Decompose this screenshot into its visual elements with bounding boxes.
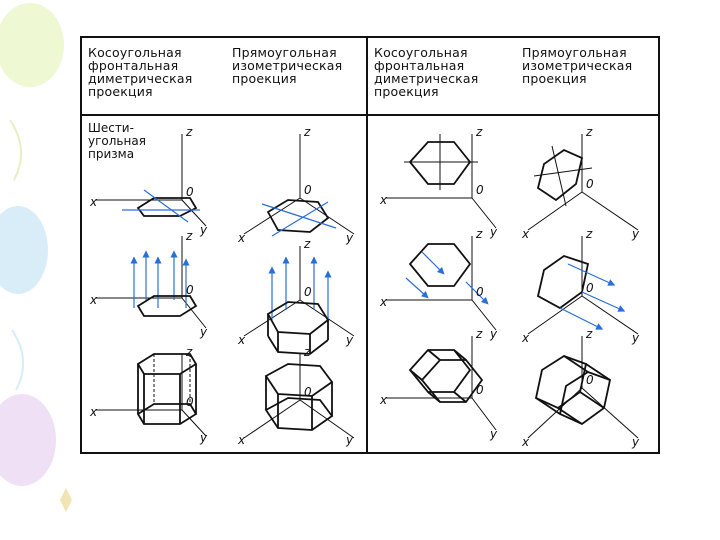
header-isometric-2: Прямоугольная изометрическая проекция [522,45,633,86]
axis-label-origin: 0 [186,185,194,199]
axis-label-x: x [380,193,388,207]
axis-label-z: z [186,125,193,139]
axis-label-z: z [586,125,593,139]
axis-label-z: z [586,327,593,341]
axis-label-origin: 0 [304,385,312,399]
row-label-hexagonal-prism: Шести- угольная призма [88,121,146,161]
projection-drawings [82,38,658,452]
prism-isometric-solid [266,364,332,430]
axis-label-x: x [380,295,388,309]
axes-col3-row2 [386,236,496,330]
axis-label-origin: 0 [586,373,594,387]
axes-col3-row1 [386,134,496,228]
axis-label-y: y [490,225,498,239]
axes-col2-row2 [244,246,354,336]
axes-col4-row1 [528,134,638,230]
axis-label-y: y [200,325,208,339]
axis-label-y: y [490,427,498,441]
axis-label-y: y [346,433,354,447]
axis-label-z: z [304,125,311,139]
axis-label-z: z [186,229,193,243]
axis-label-z: z [476,327,483,341]
axis-label-z: z [586,227,593,241]
axes-col1-row2 [96,236,206,328]
axis-label-origin: 0 [304,285,312,299]
axis-label-origin: 0 [476,183,484,197]
axis-label-origin: 0 [186,395,194,409]
axis-label-x: x [380,393,388,407]
axis-label-y: y [490,327,498,341]
axis-label-origin: 0 [476,383,484,397]
axis-label-x: x [522,331,530,345]
axis-label-z: z [186,345,193,359]
axis-label-z: z [476,125,483,139]
axis-label-x: x [238,231,246,245]
header-oblique-dimetric-2: Косоугольная фронтальная диметрическая проекция [374,45,479,99]
axis-label-y: y [632,435,640,449]
axis-label-z: z [476,227,483,241]
axis-label-origin: 0 [304,183,312,197]
axis-label-z: z [304,345,311,359]
axis-label-origin: 0 [476,285,484,299]
axis-label-x: x [90,293,98,307]
axis-label-x: x [238,433,246,447]
axis-label-y: y [632,331,640,345]
axis-label-x: x [90,195,98,209]
axis-label-y: y [632,227,640,241]
prism-oblique-solid [138,354,196,424]
axis-label-y: y [346,231,354,245]
header-isometric-1: Прямоугольная изометрическая проекция [232,45,343,86]
axis-label-x: x [238,333,246,347]
axis-label-y: y [346,333,354,347]
axis-label-origin: 0 [586,281,594,295]
axis-label-x: x [90,405,98,419]
axis-label-origin: 0 [586,177,594,191]
axis-label-y: y [200,223,208,237]
prism-oblique-frontal-solid [410,350,482,402]
axis-label-y: y [200,431,208,445]
header-oblique-dimetric-1: Косоугольная фронтальная диметрическая проекция [88,45,193,99]
prism-isometric-rotated-solid [536,356,610,424]
axis-label-z: z [304,237,311,251]
axis-label-x: x [522,227,530,241]
axis-labels [89,125,640,449]
axis-label-origin: 0 [186,283,194,297]
axis-label-x: x [522,435,530,449]
projection-table [80,36,660,454]
